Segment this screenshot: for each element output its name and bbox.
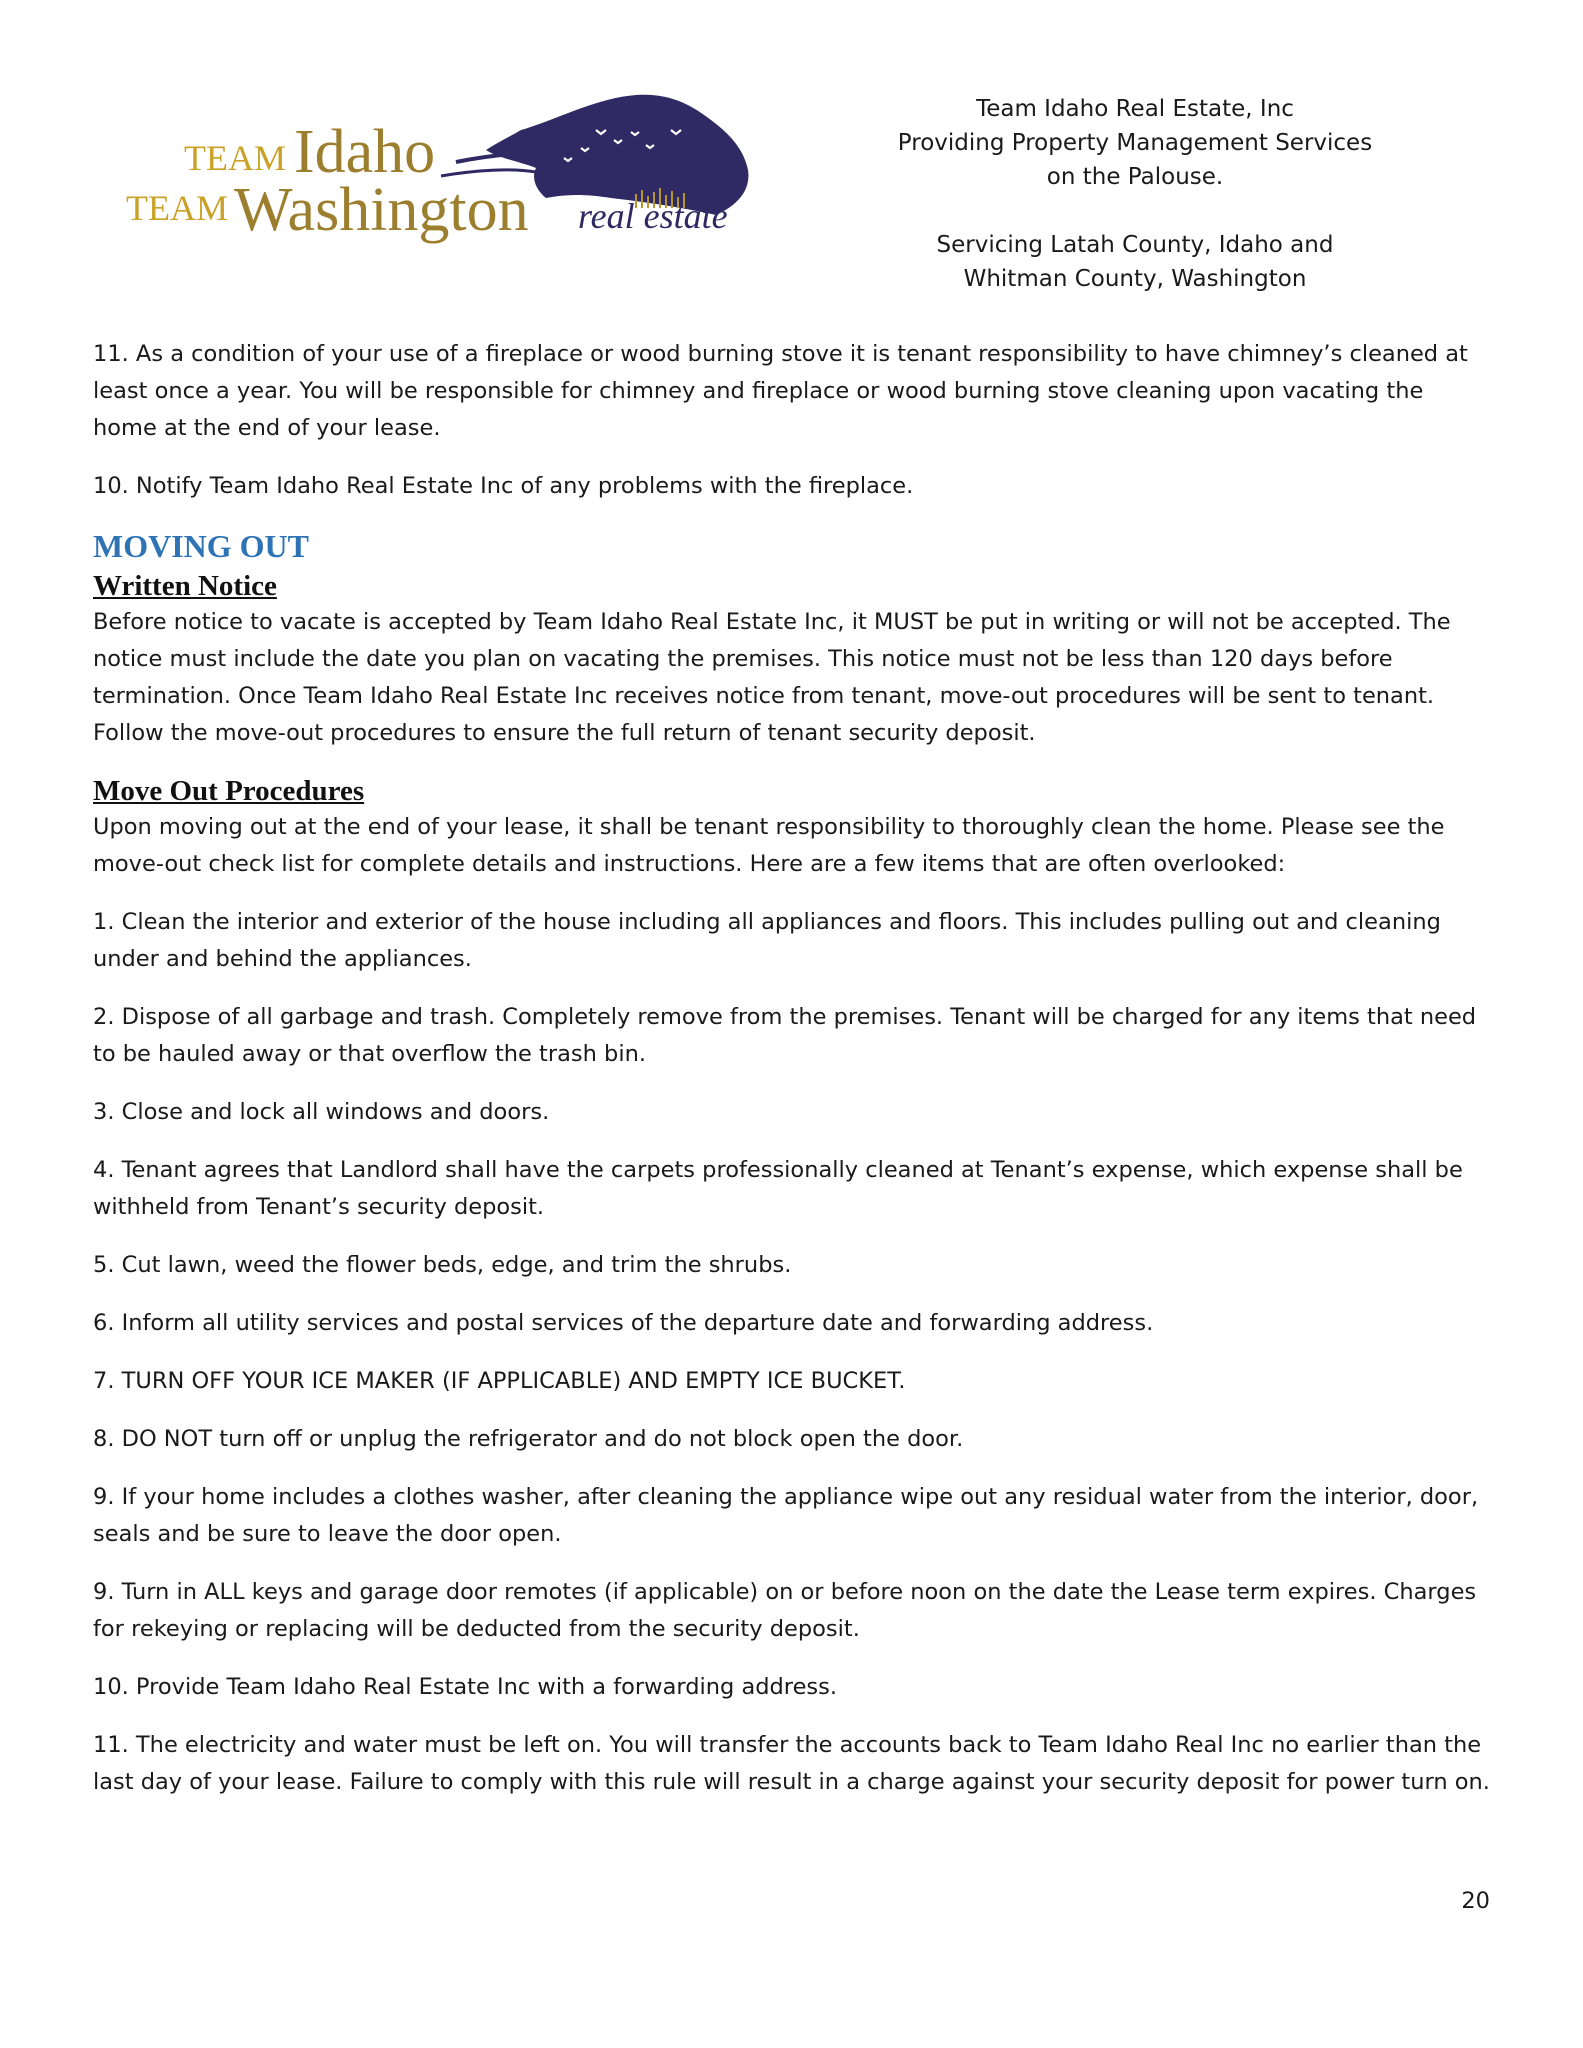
procedure-item: 5. Cut lawn, weed the flower beds, edge, and trim the shrubs. [93,1252,792,1278]
procedure-item: 9. Turn in ALL keys and garage door remotes (if applicable) on or before noon on the date the Lease term expires. Charges for rekeying or replacing will be deducted from the security deposit. [93,1579,1477,1642]
procedure-item: 1. Clean the interior and exterior of the house including all appliances and floors. This includes pulling out and cleaning under and behind the appliances. [93,909,1441,972]
procedure-item: 11. The electricity and water must be left on. You will transfer the accounts back to Team Idaho Real Inc no earlier than the last day of your lease. Failure to comply with this rule will result in a charge against your security deposit for power turn on. [93,1732,1490,1795]
procedure-item: 9. If your home includes a clothes washer, after cleaning the appliance wipe out any residual water from the interior, door, seals and be sure to leave the door open. [93,1484,1479,1547]
team-idaho-washington-logo [126,90,766,260]
page-number: 20 [1461,1888,1490,1914]
procedure-item: 7. TURN OFF YOUR ICE MAKER (IF APPLICABLE) AND EMPTY ICE BUCKET. [93,1368,906,1394]
fireplace-item: 11. As a condition of your use of a fireplace or wood burning stove it is tenant responsibility to have chimney’s cleaned at least once a year. You will be responsible for chimney and fireplace or wood burning stove cleaning upon vacating the home at the end of your lease. [93,341,1468,441]
procedure-item: 3. Close and lock all windows and doors. [93,1099,550,1125]
written-notice-text: Before notice to vacate is accepted by Team Idaho Real Estate Inc, it MUST be put in writing or will not be accepted. The notice must include the date you plan on vacating the premises. This notice must not be less than 120 days before termination. Once Team Idaho Real Estate Inc receives notice from tenant, move-out procedures will be sent to tenant. Follow the move-out procedures to ensure the full return of tenant security deposit. [93,609,1451,746]
logo-team-word: TEAM [184,138,286,178]
company-info [880,92,1390,296]
procedures-intro: Upon moving out at the end of your lease, it shall be tenant responsibility to thoroughly clean the home. Please see the move-out check list for complete details and instructions. Here are a few items that are often overlooked: [93,814,1445,877]
procedure-item: 6. Inform all utility services and postal services of the departure date and forwarding address. [93,1310,1154,1336]
company-logo [126,90,766,260]
subheading-written-notice: Written Notice [93,570,277,602]
company-service-area: Servicing Latah County, Idaho and [936,232,1334,258]
logo-washington-word: Washington [234,176,529,244]
subheading-move-out-procedures: Move Out Procedures [93,775,365,807]
logo-real-estate-word: real estate [578,196,728,236]
logo-team-word: TEAM [126,188,228,228]
company-service-area: Whitman County, Washington [963,266,1307,292]
document-body [93,336,1493,1822]
procedure-item: 2. Dispose of all garbage and trash. Completely remove from the premises. Tenant will be charged for any items that need to be hauled away or that overflow the trash bin. [93,1004,1477,1067]
procedure-item: 8. DO NOT turn off or unplug the refrigerator and do not block open the door. [93,1426,964,1452]
company-tagline: Providing Property Management Services [897,130,1373,156]
fireplace-item: 10. Notify Team Idaho Real Estate Inc of any problems with the fireplace. [93,473,914,499]
procedure-item: 10. Provide Team Idaho Real Estate Inc with a forwarding address. [93,1674,838,1700]
logo-idaho-word: Idaho [294,118,436,186]
company-tagline: on the Palouse. [1046,164,1224,190]
section-title-moving-out: MOVING OUT [93,528,309,564]
procedure-item: 4. Tenant agrees that Landlord shall have the carpets professionally cleaned at Tenant’s expense, which expense shall be withheld from Tenant’s security deposit. [93,1157,1463,1220]
company-name: Team Idaho Real Estate, Inc [976,96,1294,122]
